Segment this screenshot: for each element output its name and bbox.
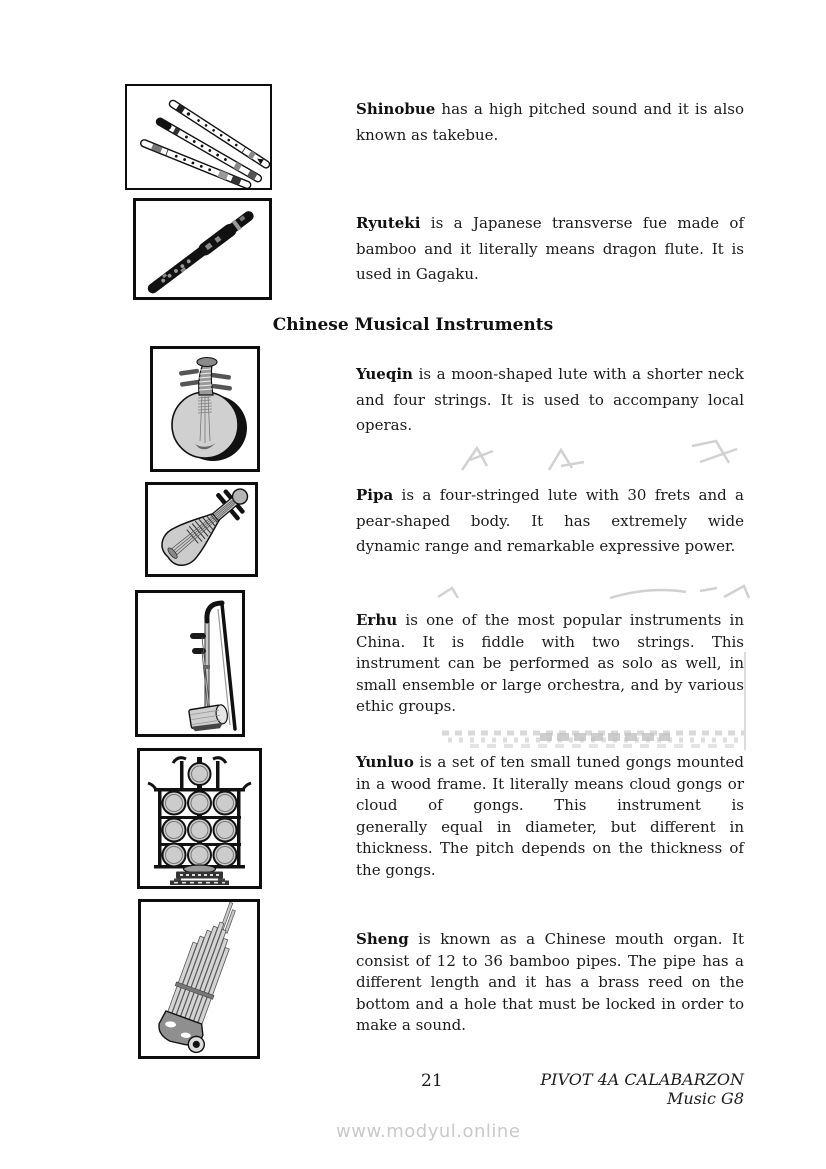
ryuteki-paragraph <box>356 211 744 288</box>
pipa-lute-illustration <box>148 485 255 574</box>
instrument-term: Erhu <box>356 611 398 629</box>
erhu-fiddle-illustration <box>138 593 242 734</box>
ryuteki-flute-illustration <box>136 201 269 297</box>
yueqin-image-frame <box>150 346 260 472</box>
text-line: cloud of gongs. This instrument is <box>356 796 744 814</box>
text-line-rest: is a set of ten small tuned gongs mounted <box>413 753 744 771</box>
shinobue-image-frame <box>125 84 272 190</box>
text-line <box>356 97 744 123</box>
text-line: China. It is fiddle with two strings. This <box>356 632 744 651</box>
text-line: pear-shaped body. It has extremely wide <box>356 511 744 530</box>
instrument-term: Yueqin <box>356 365 413 383</box>
text-line-rest: is a moon-shaped lute with a shorter neck <box>412 365 744 383</box>
text-line: used in Gagaku. <box>356 265 479 284</box>
yunluo-image-frame <box>137 748 262 889</box>
erhu-image-frame <box>135 590 245 737</box>
yunluo-gongs-illustration <box>140 751 259 886</box>
text-line: make a sound. <box>356 1016 467 1034</box>
text-line <box>356 362 744 388</box>
sheng-paragraph <box>356 929 744 1037</box>
text-line <box>356 610 744 632</box>
yunluo-paragraph <box>356 752 744 881</box>
text-line: generally equal in diameter, but different in <box>356 817 744 836</box>
text-line <box>356 929 744 951</box>
instrument-term: Yunluo <box>356 753 414 771</box>
yueqin-lute-illustration <box>153 349 257 469</box>
page-number: 21 <box>421 1071 443 1091</box>
text-line-rest: has a high pitched sound and it is also <box>435 100 744 118</box>
text-line-rest: is a four-stringed lute with 30 frets and a <box>393 486 744 504</box>
ryuteki-image-frame <box>133 198 272 300</box>
instrument-term: Sheng <box>356 930 409 948</box>
text-line: different length and it has a brass reed on the <box>356 973 744 991</box>
text-line-rest: is one of the most popular instruments in <box>397 611 744 629</box>
instrument-term: Ryuteki <box>356 214 421 232</box>
text-line: and four strings. It is used to accompany local <box>356 390 744 409</box>
footer-edition-label: PIVOT 4A CALABARZON Music G8 <box>540 1070 744 1108</box>
text-line-rest: is known as a Chinese mouth organ. It <box>408 930 744 948</box>
instrument-term: Shinobue <box>356 100 436 118</box>
text-line: operas. <box>356 416 413 435</box>
pipa-image-frame <box>145 482 258 577</box>
text-line <box>356 211 744 237</box>
text-line: instrument can be performed as solo as well, in <box>356 654 744 672</box>
text-line: bottom and a hole that must be locked in order to <box>356 994 744 1013</box>
sheng-mouth-organ-illustration <box>141 902 257 1056</box>
shinobue-flutes-illustration <box>127 86 270 188</box>
text-line: dynamic range and remarkable expressive power. <box>356 537 736 556</box>
text-line <box>356 483 744 509</box>
site-watermark: www.modyul.online <box>336 1121 521 1142</box>
instrument-term: Pipa <box>356 486 394 504</box>
text-line: small ensemble or large orchestra, and by various <box>356 675 744 694</box>
text-line: the gongs. <box>356 860 436 879</box>
section-heading: Chinese Musical Instruments <box>272 315 554 335</box>
text-line-rest: is a Japanese transverse fue made of <box>420 214 744 232</box>
pipa-paragraph <box>356 483 744 560</box>
erhu-paragraph <box>356 610 744 718</box>
sheng-image-frame <box>138 899 260 1059</box>
text-line: thickness. The pitch depends on the thickness of <box>356 839 744 857</box>
text-line <box>356 752 744 774</box>
text-line: in a wood frame. It literally means cloud gongs or <box>356 774 744 793</box>
shinobue-paragraph <box>356 97 744 148</box>
text-line: ethic groups. <box>356 697 457 715</box>
text-line: known as takebue. <box>356 125 499 144</box>
yueqin-paragraph <box>356 362 744 439</box>
text-line: bamboo and it literally means dragon flute. It is <box>356 239 744 258</box>
text-line: consist of 12 to 36 bamboo pipes. The pipe has a <box>356 951 744 970</box>
